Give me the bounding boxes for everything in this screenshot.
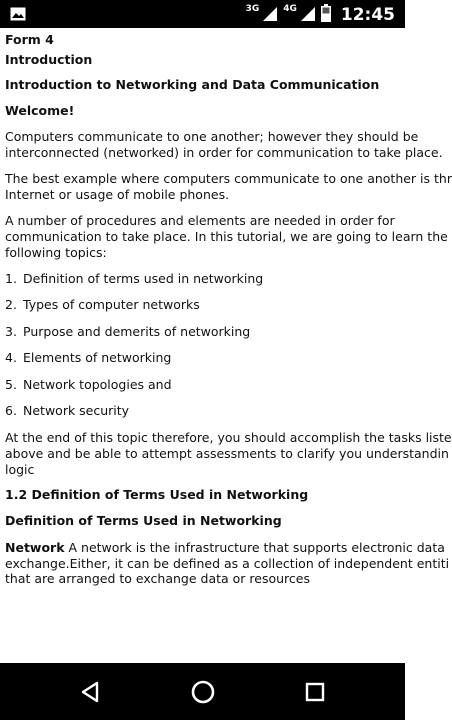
list-item: 1. Definition of terms used in networking xyxy=(5,271,264,286)
gallery-notification-icon xyxy=(10,6,26,25)
recents-icon[interactable] xyxy=(302,679,328,705)
form-label: Form 4 xyxy=(5,32,54,47)
para4-line3: logic xyxy=(5,462,35,477)
document-content[interactable] xyxy=(5,28,452,663)
page-title: Introduction to Networking and Data Communication xyxy=(5,77,380,92)
list-item: 6. Network security xyxy=(5,403,130,418)
network-def-line2: exchange.Either, it can be defined as a collection of independent entiti xyxy=(5,556,450,571)
status-bar xyxy=(0,0,405,28)
para2-line1: The best example where computers communicate to one another is thr xyxy=(5,171,452,186)
para1-line2: interconnected (networked) in order for communication to take place. xyxy=(5,145,443,160)
clock: 12:45 xyxy=(340,5,395,25)
heading-1-2: 1.2 Definition of Terms Used in Networking xyxy=(5,487,309,502)
list-item: 3. Purpose and demerits of networking xyxy=(5,324,251,339)
back-icon[interactable] xyxy=(78,679,104,705)
para4-line1: At the end of this topic therefore, you should accomplish the tasks liste xyxy=(5,430,452,445)
signal-icon xyxy=(263,6,277,25)
navigation-bar xyxy=(0,663,405,720)
list-item: 5. Network topologies and xyxy=(5,377,172,392)
para3-line1: A number of procedures and elements are needed in order for xyxy=(5,213,395,228)
welcome-heading: Welcome! xyxy=(5,103,75,118)
battery-icon xyxy=(321,4,331,26)
home-icon[interactable] xyxy=(190,679,216,705)
para4-line2: above and be able to attempt assessments to clarify you understandin xyxy=(5,446,449,461)
network-type-2: 4G xyxy=(283,4,297,14)
network-def-line1: Network A network is the infrastructure that supports electronic data xyxy=(5,540,445,555)
para3-line3: following topics: xyxy=(5,245,107,260)
network-term: Network xyxy=(5,540,65,555)
para3-line2: communication to take place. In this tutorial, we are going to learn the xyxy=(5,229,448,244)
network-type-1: 3G xyxy=(245,4,260,14)
para2-line2: Internet or usage of mobile phones. xyxy=(5,187,230,202)
section-heading: Introduction xyxy=(5,52,93,67)
network-def-line3: that are arranged to exchange data or resources xyxy=(5,571,310,586)
list-item: 2. Types of computer networks xyxy=(5,297,200,312)
list-item: 4. Elements of networking xyxy=(5,350,172,365)
para1-line1: Computers communicate to one another; however they should be xyxy=(5,129,419,144)
heading-definition: Definition of Terms Used in Networking xyxy=(5,513,282,528)
signal-icon-2 xyxy=(301,6,315,25)
